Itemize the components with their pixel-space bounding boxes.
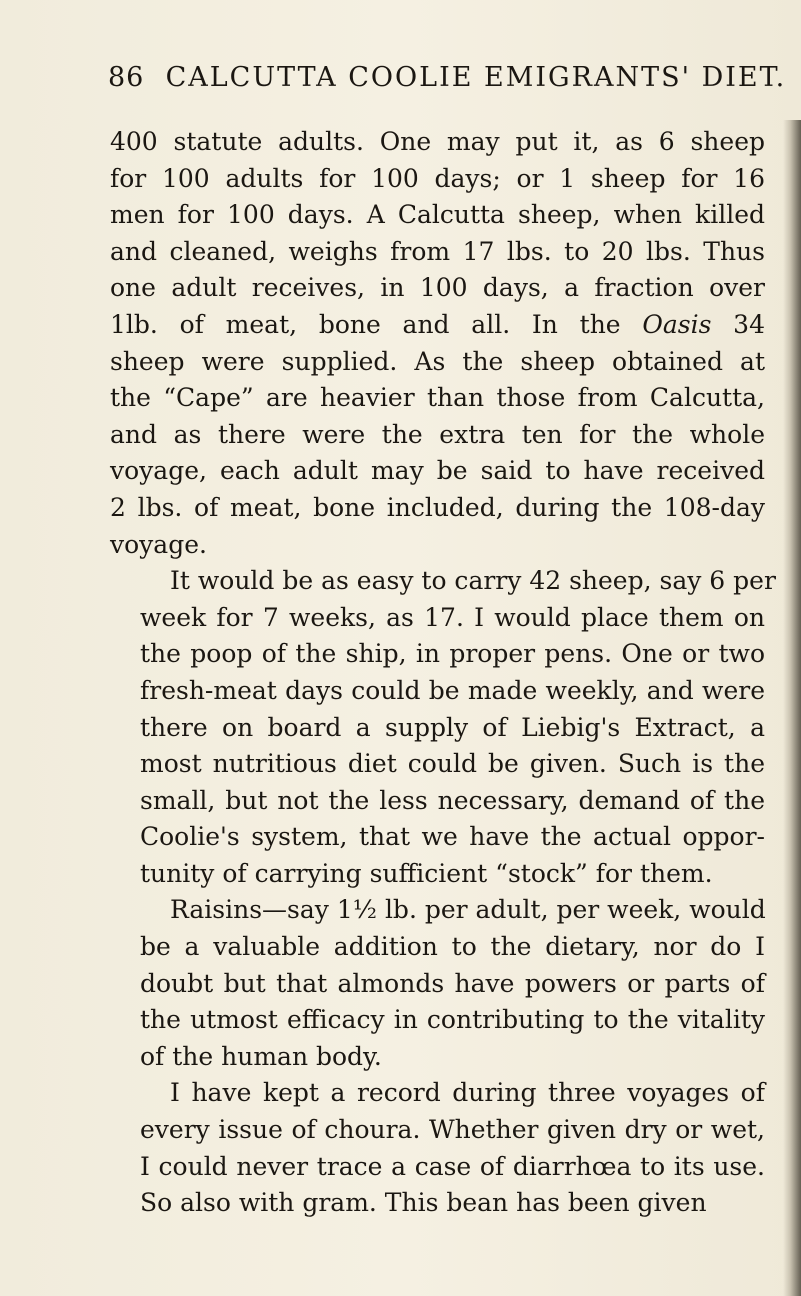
text-line: men for 100 days. A Calcutta sheep, when killed — [110, 200, 765, 230]
text-line: and cleaned, weighs from 17 lbs. to 20 lbs. Thus — [110, 236, 765, 266]
text-line: fresh-meat days could be made weekly, and were — [140, 675, 765, 705]
text-line: So also with gram. This bean has been given — [140, 1188, 707, 1218]
text-line: be a valuable addition to the dietary, nor do I — [140, 932, 765, 962]
page-number: 86 — [108, 62, 145, 93]
running-header — [108, 62, 787, 102]
text-line: voyage. — [110, 529, 207, 559]
page-edge-shadow — [783, 120, 801, 1296]
text-line: It would be as easy to carry 42 sheep, say 6 per — [170, 566, 776, 596]
text-line: of the human body. — [140, 1041, 382, 1071]
paragraph — [110, 892, 765, 1075]
text-line: 2 lbs. of meat, bone included, during the 108-day — [110, 492, 765, 522]
text-line: I could never trace a case of diarrhœa to its use. — [140, 1151, 765, 1181]
text-line: voyage, each adult may be said to have received — [110, 456, 765, 486]
body-text — [110, 124, 776, 1222]
text-line: one adult receives, in 100 days, a fraction over — [110, 273, 765, 303]
text-line: for 100 adults for 100 days; or 1 sheep for 16 — [110, 163, 765, 193]
text-line: the utmost efficacy in contributing to the vitality — [140, 1005, 765, 1035]
text-line: the “Cape” are heavier than those from Calcutta, — [110, 383, 765, 413]
text-line: Raisins—say 1½ lb. per adult, per week, would — [170, 895, 766, 925]
text-line: there on board a supply of Liebig's Extract, a — [140, 712, 765, 742]
paragraph — [110, 124, 765, 563]
running-title: CALCUTTA COOLIE EMIGRANTS' DIET. — [165, 62, 787, 93]
text-line: I have kept a record during three voyages of — [170, 1078, 765, 1108]
text-line: Coolie's system, that we have the actual oppor- — [140, 822, 765, 852]
text-line: 1lb. of meat, bone and all. In the Oasis 34 — [110, 309, 765, 339]
text-line: most nutritious diet could be given. Such is the — [140, 749, 765, 779]
text-line: and as there were the extra ten for the whole — [110, 419, 765, 449]
text-line: every issue of choura. Whether given dry or wet, — [140, 1115, 765, 1145]
text-line: small, but not the less necessary, demand of the — [140, 785, 765, 815]
text-line: sheep were supplied. As the sheep obtained at — [110, 346, 765, 376]
paragraph — [110, 563, 776, 892]
ship-name: Oasis — [642, 309, 712, 339]
text-line: week for 7 weeks, as 17. I would place them on — [140, 602, 765, 632]
text-line: doubt but that almonds have powers or parts of — [140, 968, 765, 998]
paragraph — [110, 1075, 765, 1221]
text-line: the poop of the ship, in proper pens. One or two — [140, 639, 765, 669]
text-line: tunity of carrying sufficient “stock” for them. — [140, 858, 713, 888]
text-line: 400 statute adults. One may put it, as 6 sheep — [110, 127, 765, 156]
